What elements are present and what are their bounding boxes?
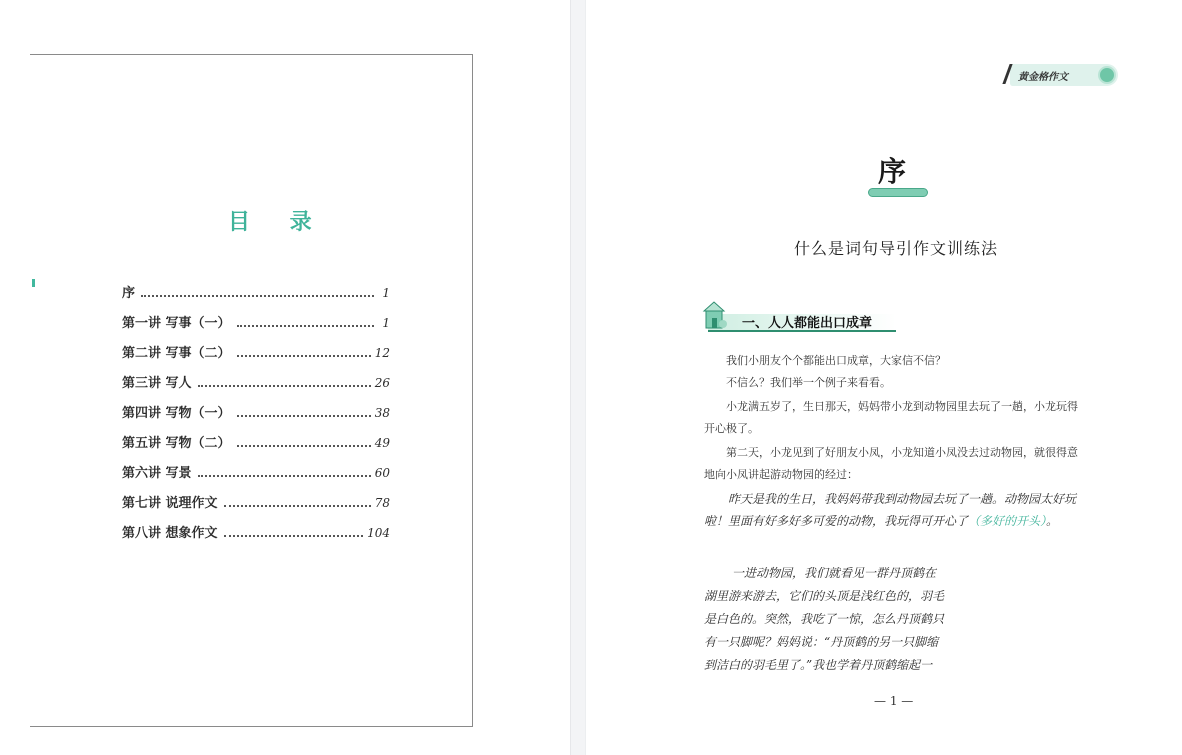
paragraph: [704, 350, 1088, 372]
toc-entry-label: 第五讲 写物（二）: [122, 436, 231, 451]
paragraph-text: 不信么？我们举一个例子来看看。: [726, 376, 891, 389]
toc-entry[interactable]: [122, 402, 390, 432]
toc-entry-page: 60: [374, 466, 390, 480]
toc-entry[interactable]: [122, 432, 390, 462]
section-heading-text: 一、人人都能出口成章: [742, 316, 873, 331]
toc-entry[interactable]: [122, 522, 390, 552]
leader-dots: [237, 325, 374, 327]
title-underline-bar: [868, 188, 928, 197]
toc-entry-label: 第三讲 写人: [122, 376, 192, 391]
tag-circle-icon: [1098, 66, 1116, 84]
toc-entry[interactable]: [122, 372, 390, 402]
paragraph-text: 我们小朋友个个都能出口成章，大家信不信？: [726, 354, 946, 367]
toc-entry[interactable]: [122, 312, 390, 342]
leader-dots: [141, 295, 374, 297]
toc-entry-label: 第一讲 写事（一）: [122, 316, 231, 331]
toc-entry-label: 第六讲 写景: [122, 466, 192, 481]
toc-entry-page: 38: [374, 406, 390, 420]
toc-entry-label: 第四讲 写物（一）: [122, 406, 231, 421]
toc-entry[interactable]: [122, 282, 390, 312]
paragraph: 第二天，小龙见到了好朋友小凤，小龙知道小凤没去过动物园，就很得意地向小凤讲起游动物园的经过：: [704, 446, 1078, 481]
margin-marker: [32, 279, 35, 287]
toc-entry-page: 12: [374, 346, 390, 360]
leader-dots: [198, 475, 371, 477]
story-line: 到洁白的羽毛里了。”我也学着丹顶鹤缩起一: [704, 658, 933, 672]
leader-dots: [237, 355, 371, 357]
toc-entry-label: 第二讲 写事（二）: [122, 346, 231, 361]
toc-entry[interactable]: [122, 342, 390, 372]
toc-title: 目 录: [228, 210, 328, 235]
toc-entry-page: 1: [382, 286, 390, 300]
page-number: — 1 —: [874, 694, 914, 708]
toc-entry-page: 26: [374, 376, 390, 390]
story-paragraph: [704, 562, 976, 677]
page-divider: [570, 0, 586, 755]
series-tag-label: 黄金格作文: [1018, 71, 1068, 83]
preface-title: 序: [878, 155, 907, 188]
toc-entry[interactable]: [122, 462, 390, 492]
paragraph: [704, 372, 1088, 394]
toc-entry-label: 第七讲 说理作文: [122, 496, 218, 511]
preface-subtitle: 什么是词句导引作文训练法: [794, 239, 999, 258]
leader-dots: [198, 385, 371, 387]
toc-page: [30, 54, 473, 727]
leader-dots: [237, 445, 371, 447]
house-icon: [702, 300, 728, 332]
paragraph: 小龙满五岁了，生日那天，妈妈带小龙到动物园里去玩了一趟，小龙玩得开心极了。: [704, 400, 1078, 435]
toc-list: [122, 282, 390, 552]
toc-entry-label: 第八讲 想象作文: [122, 526, 218, 541]
toc-entry-label: 序: [122, 286, 136, 301]
quote-paragraph: [704, 488, 1088, 532]
leader-dots: [224, 505, 371, 507]
quote-text: 昨天是我的生日，我妈妈带我到动物园去玩了一趟。动物园太好玩啦！里面有好多好多可爱的动物，我玩得可开心了: [704, 492, 1077, 528]
toc-entry-page: 1: [382, 316, 390, 330]
section-heading: [700, 300, 896, 334]
story-line: 湖里游来游去，它们的头顶是浅红色的，羽毛: [704, 589, 945, 603]
series-tag: [1010, 64, 1118, 86]
leader-dots: [237, 415, 371, 417]
story-line: 是白色的。突然，我吃了一惊，怎么丹顶鹤只: [704, 612, 945, 626]
toc-entry-page: 49: [374, 436, 390, 450]
quote-highlight: （多好的开头）: [968, 514, 1047, 528]
leader-dots: [224, 535, 364, 537]
toc-entry[interactable]: [122, 492, 390, 522]
toc-entry-page: 78: [374, 496, 390, 510]
toc-entry-page: 104: [367, 526, 390, 540]
quote-end: 。: [1046, 514, 1059, 528]
story-line: 一进动物园，我们就看见一群丹顶鹤在: [732, 566, 937, 580]
story-line: 有一只脚呢？妈妈说：“丹顶鹤的另一只脚缩: [704, 635, 939, 649]
